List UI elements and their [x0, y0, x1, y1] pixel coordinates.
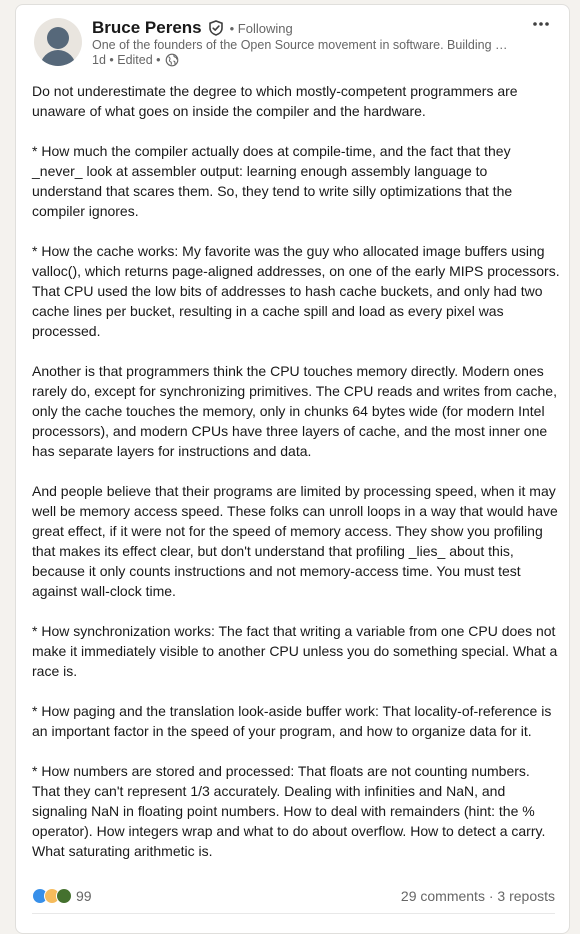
feed-post-card	[15, 4, 570, 934]
comments-count-link[interactable]: 29 comments	[400, 888, 485, 904]
support-icon	[56, 888, 72, 904]
post-paragraph: * How the cache works: My favorite was the guy who allocated image buffers using valloc(), which returns page-aligned addresses, on one of the early MIPS processors. That CPU used the low bits of addresses to hash cache buckets, and only had two cache lines per bucket, resulting in a cache spill and load as every pixel was processed.	[32, 243, 564, 339]
engagement-counts	[401, 888, 555, 904]
post-meta	[92, 53, 179, 67]
avatar-shoulders-shape	[40, 50, 76, 66]
author-headline: One of the founders of the Open Source movement in software. Building …	[92, 38, 508, 52]
avatar-head-shape	[47, 27, 69, 49]
more-options-button[interactable]	[529, 13, 553, 35]
post-paragraph: And people believe that their programs are limited by processing speed, when it may well be memory access speed. These folks can unroll loops in a way that would have great effect, if it were not for the speed of memory access. They show you profiling that makes its effect clear, but don't understand that profiling _lies_ about this, because it only counts instructions and not memory-access time. You must test against wall-clock time.	[32, 483, 562, 599]
reposts-count-link[interactable]: 3 reposts	[497, 888, 555, 904]
more-options-icon	[532, 21, 550, 27]
post-body	[32, 81, 564, 881]
avatar[interactable]	[34, 18, 82, 66]
post-paragraph: * How numbers are stored and processed: That floats are not counting numbers. That they can't represent 1/3 accurately. Dealing with infinities and NaN, and signaling NaN in floating point numbers. How to deal with remainders (hint: the % operator). How integers wrap and what to do about overflow. How to detect a carry. What saturating arithmetic is.	[32, 763, 550, 859]
counts-separator: ·	[488, 888, 494, 904]
post-paragraph: * How synchronization works: The fact that writing a variable from one CPU does not make it immediately visible to another CPU unless you do something special. What a race is.	[32, 623, 562, 679]
post-paragraph: Do not underestimate the degree to which mostly-competent programmers are unaware of what goes on inside the compiler and the hardware.	[32, 83, 522, 119]
post-header	[16, 5, 569, 75]
divider	[32, 913, 555, 914]
post-paragraph: Another is that programmers think the CPU touches memory directly. Modern ones rarely do, except for synchronizing primitives. The CPU reads and writes from cache, only the cache touches the memory, only in chunks 64 bytes wide (for modern Intel processors), and modern CPUs have three layers of cache, and the most inner one has separate layers for instructions and data.	[32, 363, 561, 459]
verified-shield-icon	[208, 20, 224, 36]
reaction-count: 99	[76, 888, 92, 904]
social-counts-bar	[32, 886, 555, 906]
globe-icon	[165, 53, 179, 67]
post-paragraph: * How paging and the translation look-aside buffer work: That locality-of-reference is an important factor in the speed of your program, and how to organize data for it.	[32, 703, 556, 739]
post-paragraph: * How much the compiler actually does at compile-time, and the fact that they _never_ look at assembler output: learning enough assembly language to understand that scares them. So, they tend to write silly optimizations that the compiler ignores.	[32, 143, 517, 219]
author-name[interactable]: Bruce Perens	[92, 18, 202, 37]
following-status: • Following	[229, 20, 293, 36]
post-timestamp: 1d • Edited •	[92, 53, 161, 67]
author-row	[92, 18, 293, 38]
reactions-summary[interactable]	[32, 888, 92, 904]
